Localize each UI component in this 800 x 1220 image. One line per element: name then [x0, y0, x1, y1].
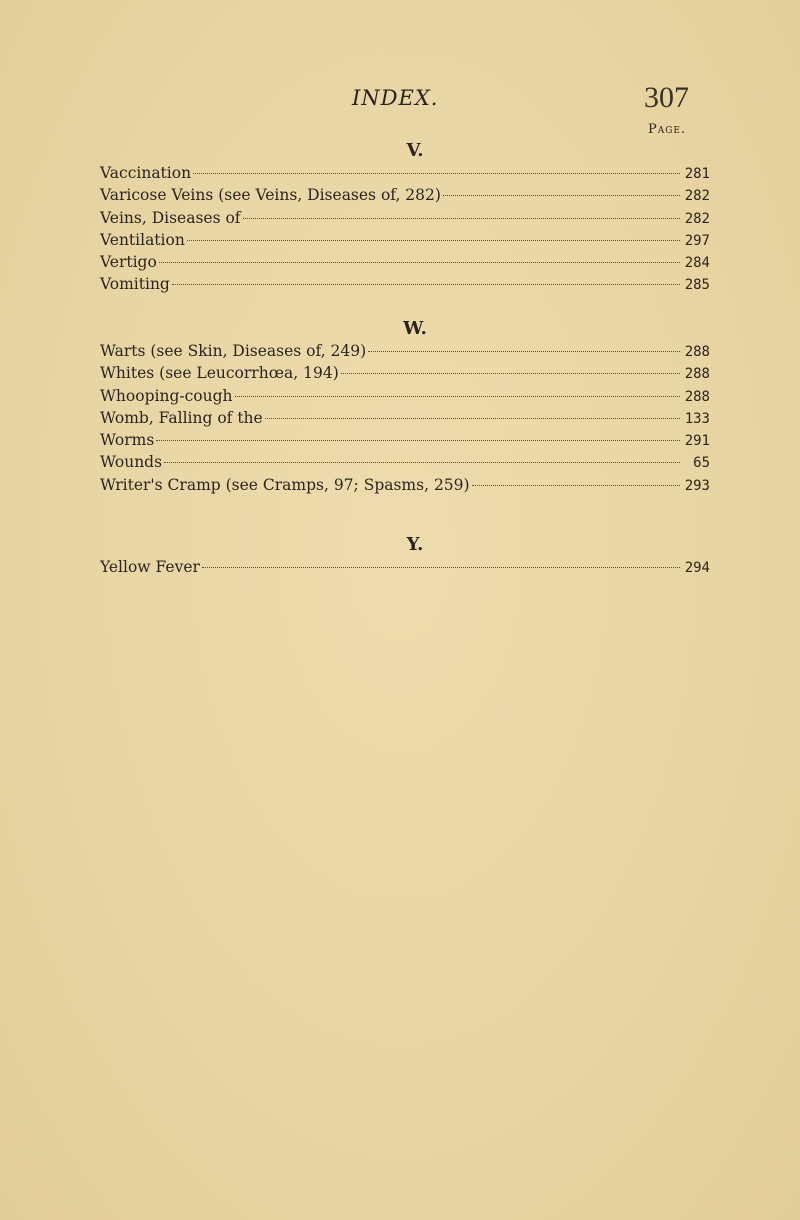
dot-leader: [472, 485, 680, 486]
index-entry: [100, 474, 710, 496]
entry-page: 288: [684, 388, 710, 405]
index-entry: [100, 251, 710, 273]
running-head: [0, 81, 800, 122]
entry-page: 282: [684, 188, 710, 205]
entry-page: 288: [684, 344, 710, 360]
section-letter: W.: [403, 318, 427, 339]
index-entry: [100, 162, 710, 184]
dot-leader: [265, 418, 680, 419]
entry-name: Writer's Cramp (see Cramps, 97; Spasms, 259): [100, 475, 470, 494]
entry-name: Worms: [100, 431, 155, 450]
index-entry: [100, 556, 710, 578]
section-letter: V.: [406, 140, 424, 161]
entry-page: 293: [684, 477, 710, 494]
dot-leader: [193, 173, 680, 174]
dot-leader: [443, 195, 680, 196]
entry-name: Wounds: [100, 453, 163, 472]
entry-name: Warts (see Skin, Diseases of, 249): [100, 342, 367, 360]
entry-name: Yellow Fever: [100, 558, 200, 576]
entry-name: Vertigo: [100, 253, 157, 272]
index-entry: [100, 407, 710, 429]
entry-name: Varicose Veins (see Veins, Diseases of, 282): [100, 186, 441, 205]
entry-page: 294: [684, 560, 710, 576]
section-v: [100, 140, 710, 296]
dot-leader: [243, 218, 680, 219]
index-entry: [100, 207, 710, 229]
entry-name: Ventilation: [100, 230, 185, 249]
index-entry: [100, 451, 710, 473]
index-entry: [100, 429, 710, 451]
dot-leader: [172, 284, 680, 285]
dot-leader: [341, 373, 680, 374]
dot-leader: [156, 440, 680, 441]
page-number: 307: [644, 81, 689, 114]
index-entry: [100, 340, 710, 362]
dot-leader: [187, 240, 680, 241]
entry-page: 288: [684, 366, 710, 383]
entry-name: Veins, Diseases of: [100, 208, 241, 227]
index-entry: [100, 362, 710, 384]
entry-page: 291: [684, 433, 710, 450]
dot-leader: [202, 567, 680, 568]
index-entry: [100, 184, 710, 206]
entry-page: 282: [684, 210, 710, 227]
entry-page: 65: [693, 455, 710, 472]
entry-name: Whites (see Leucorrhœa, 194): [100, 364, 339, 383]
dot-leader: [368, 351, 680, 352]
entry-page: 133: [684, 410, 710, 427]
entry-page: 281: [684, 166, 710, 182]
index-entry: [100, 229, 710, 251]
dot-leader: [159, 262, 680, 263]
entry-name: Vaccination: [100, 164, 192, 182]
entry-page: 284: [684, 255, 710, 272]
page-column-label: Page.: [648, 122, 687, 137]
section-letter: Y.: [406, 534, 424, 555]
entry-name: Vomiting: [100, 275, 170, 294]
page-title: INDEX.: [352, 86, 439, 110]
entry-page: 285: [684, 277, 710, 294]
dot-leader: [235, 396, 681, 397]
dot-leader: [164, 462, 680, 463]
index-entry: [100, 385, 710, 407]
section-w: [100, 318, 710, 496]
index-entry: [100, 273, 710, 295]
entry-name: Whooping-cough: [100, 386, 233, 405]
entry-page: 297: [684, 232, 710, 249]
section-y: [100, 534, 710, 578]
entry-name: Womb, Falling of the: [100, 408, 263, 427]
